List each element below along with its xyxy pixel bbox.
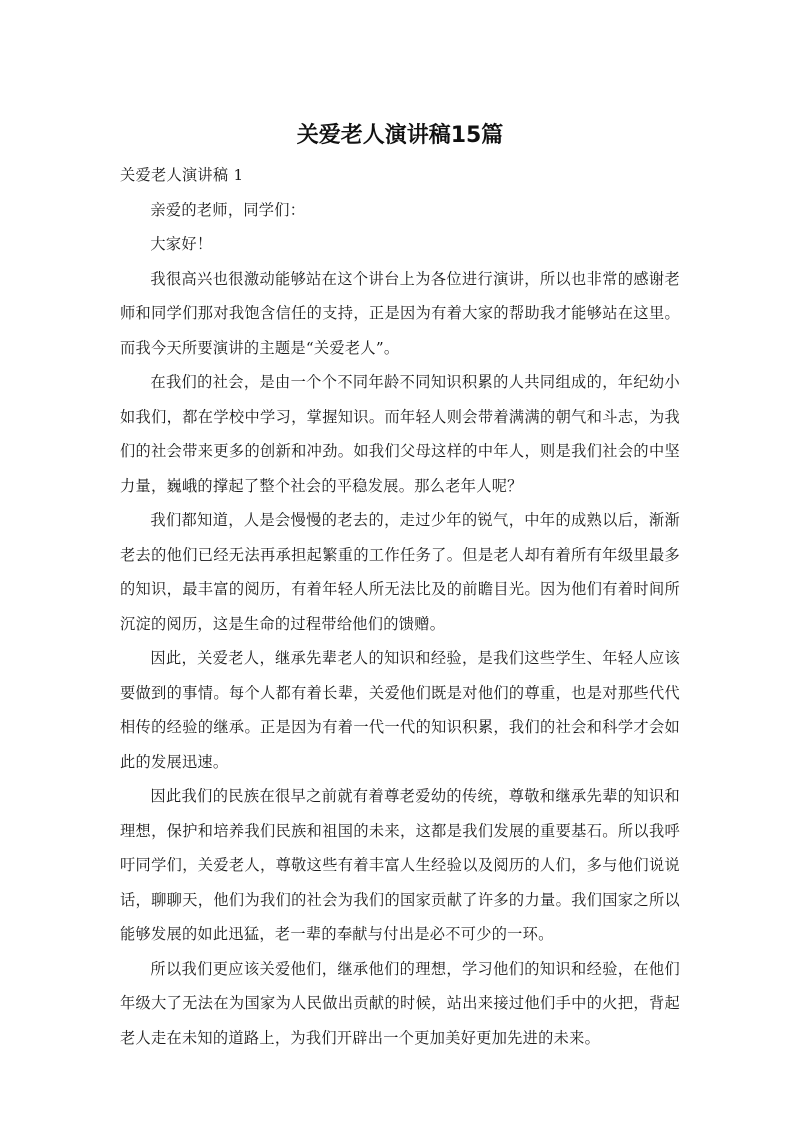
paragraph-conclusion: 所以我们更应该关爱他们，继承他们的理想，学习他们的知识和经验，在他们年级大了无法在为国家为人民做出贡献的时候，站出来接过他们手中的火把，背起老人走在未知的道路上，为我们开辟出一个更加美好更加先进的未来。 xyxy=(120,959,680,1047)
paragraph-society: 在我们的社会，是由一个个不同年龄不同知识积累的人共同组成的，年纪幼小如我们，都在学校中学习，掌握知识。而年轻人则会带着满满的朝气和斗志，为我们的社会带来更多的创新和冲劲。如我们父母这样的中年人，则是我们社会的中坚力量，巍峨的撑起了整个社会的平稳发展。那么老年人呢？ xyxy=(120,373,680,495)
paragraph-aging: 我们都知道，人是会慢慢的老去的，走过少年的锐气，中年的成熟以后，渐渐老去的他们已经无法再承担起繁重的工作任务了。但是老人却有着所有年级里最多的知识，最丰富的阅历，有着年轻人所无法比及的前瞻目光。因为他们有着时间所沉淀的阅历，这是生命的过程带给他们的馈赠。 xyxy=(120,511,680,633)
document-title: 关爱老人演讲稿15篇 xyxy=(296,123,504,148)
paragraph-care: 因此，关爱老人，继承先辈老人的知识和经验，是我们这些学生、年轻人应该要做到的事情。每个人都有着长辈，关爱他们既是对他们的尊重，也是对那些代代相传的经验的继承。正是因为有着一代一代的知识积累，我们的社会和科学才会如此的发展迅速。 xyxy=(120,649,680,771)
salutation: 亲爱的老师，同学们： xyxy=(150,200,306,219)
paragraph-tradition: 因此我们的民族在很早之前就有着尊老爱幼的传统，尊敬和继承先辈的知识和理想，保护和培养我们民族和祖国的未来，这都是我们发展的重要基石。所以我呼吁同学们，关爱老人，尊敬这些有着丰富人生经验以及阅历的人们，多与他们说说话，聊聊天，他们为我们的社会为我们的国家贡献了许多的力量。我们国家之所以能够发展的如此迅猛，老一辈的奉献与付出是必不可少的一环。 xyxy=(120,787,680,943)
paragraph-intro: 我很高兴也很激动能够站在这个讲台上为各位进行演讲，所以也非常的感谢老师和同学们那对我饱含信任的支持，正是因为有着大家的帮助我才能够站在这里。而我今天所要演讲的主题是“关爱老人”。 xyxy=(120,269,680,357)
greeting: 大家好！ xyxy=(150,235,213,253)
document-body xyxy=(120,158,680,1055)
section-heading: 关爱老人演讲稿 1 xyxy=(120,166,244,184)
